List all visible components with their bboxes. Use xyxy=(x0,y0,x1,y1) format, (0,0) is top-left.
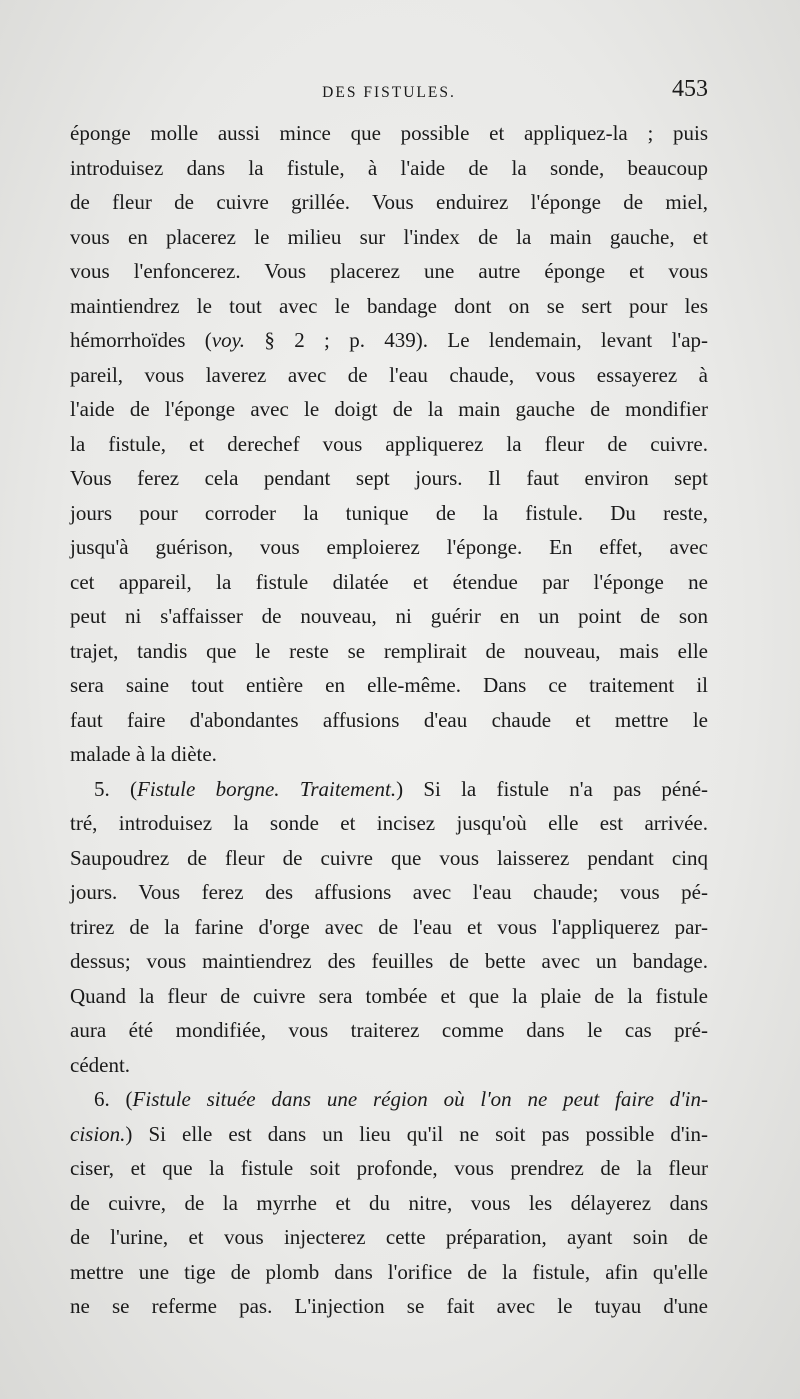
text-line: jours pour corroder la tunique de la fistule. Du reste, xyxy=(70,500,708,525)
text-line: sera saine tout entière en elle-même. Dans ce traitement il xyxy=(70,673,708,697)
text-line: ne se referme pas. L'injection se fait avec le tuyau d'une xyxy=(70,1294,708,1318)
text-line: cet appareil, la fistule dilatée et étendue par l'éponge ne xyxy=(70,569,708,594)
text-line: mettre une tige de plomb dans l'orifice de la fistule, afin qu'elle xyxy=(70,1259,708,1284)
text-line: vous l'enfoncerez. Vous placerez une autre éponge et vous xyxy=(70,259,708,283)
text-line: Vous ferez cela pendant sept jours. Il faut environ sept xyxy=(70,466,708,490)
text-line: de cuivre, de la myrrhe et du nitre, vous les délayerez dans xyxy=(70,1190,708,1215)
text-line: malade à la diète. xyxy=(70,742,217,766)
text-line: éponge molle aussi mince que possible et appliquez-la ; puis xyxy=(70,121,708,145)
italic-run: voy. xyxy=(211,328,246,352)
text-line: Quand la fleur de cuivre sera tombée et que la plaie de la fistule xyxy=(70,983,708,1008)
text-line: aura été mondifiée, vous traiterez comme dans le cas pré- xyxy=(70,1018,708,1042)
text-line: dessus; vous maintiendrez des feuilles de bette avec un bandage. xyxy=(70,949,708,973)
text-line: pareil, vous laverez avec de l'eau chaude, vous essayerez à xyxy=(70,362,708,387)
body-text xyxy=(70,116,708,1324)
text-line: introduisez dans la fistule, à l'aide de la sonde, beaucoup xyxy=(70,155,708,180)
text-run: § 2 ; p. 439). Le lendemain, levant l'ap- xyxy=(245,328,709,352)
page-header xyxy=(70,76,708,112)
text-line: trajet, tandis que le reste se remplirait de nouveau, mais elle xyxy=(70,638,708,663)
italic-run: Fistule située dans une région où l'on ne peut faire d'in- xyxy=(132,1087,708,1111)
text-line: cédent. xyxy=(70,1052,131,1077)
text-line: peut ni s'affaisser de nouveau, ni guérir en un point de son xyxy=(70,604,708,628)
text-line: trirez de la farine d'orge avec de l'eau et vous l'appliquerez par- xyxy=(70,914,708,939)
italic-run: cision. xyxy=(70,1121,126,1146)
paragraph-start-line xyxy=(70,772,708,807)
text-run: ) Si la fistule n'a pas péné- xyxy=(396,776,709,801)
text-line: jusqu'à guérison, vous emploierez l'éponge. En effet, avec xyxy=(70,535,708,559)
text-line: faut faire d'abondantes affusions d'eau chaude et mettre le xyxy=(70,707,708,732)
text-line: tré, introduisez la sonde et incisez jusqu'où elle est arrivée. xyxy=(70,811,708,835)
paragraph-start-line xyxy=(70,1082,708,1117)
text-line xyxy=(70,1117,708,1152)
text-line: vous en placerez le milieu sur l'index de la main gauche, et xyxy=(70,224,708,249)
text-run: hémorrhoïdes ( xyxy=(70,328,212,352)
text-run: 5. ( xyxy=(94,776,138,801)
text-run: ) Si elle est dans un lieu qu'il ne soit pas possible d'in- xyxy=(125,1121,708,1146)
text-run: 6. ( xyxy=(94,1087,133,1111)
text-line: de l'urine, et vous injecterez cette préparation, ayant soin de xyxy=(70,1225,708,1249)
running-head: DES FISTULES. xyxy=(322,84,456,101)
text-line: l'aide de l'éponge avec le doigt de la main gauche de mondifier xyxy=(70,397,708,421)
text-line: maintiendrez le tout avec le bandage dont on se sert pour les xyxy=(70,293,708,318)
text-line: de fleur de cuivre grillée. Vous enduirez l'éponge de miel, xyxy=(70,190,708,214)
text-line: jours. Vous ferez des affusions avec l'eau chaude; vous pé- xyxy=(70,880,708,904)
text-line xyxy=(70,323,708,358)
italic-run: Fistule borgne. Traitement. xyxy=(137,776,397,801)
text-line: Saupoudrez de fleur de cuivre que vous laisserez pendant cinq xyxy=(70,845,708,870)
text-line: ciser, et que la fistule soit profonde, vous prendrez de la fleur xyxy=(70,1156,708,1180)
page-number: 453 xyxy=(672,76,708,102)
text-line: la fistule, et derechef vous appliquerez la fleur de cuivre. xyxy=(70,431,708,456)
